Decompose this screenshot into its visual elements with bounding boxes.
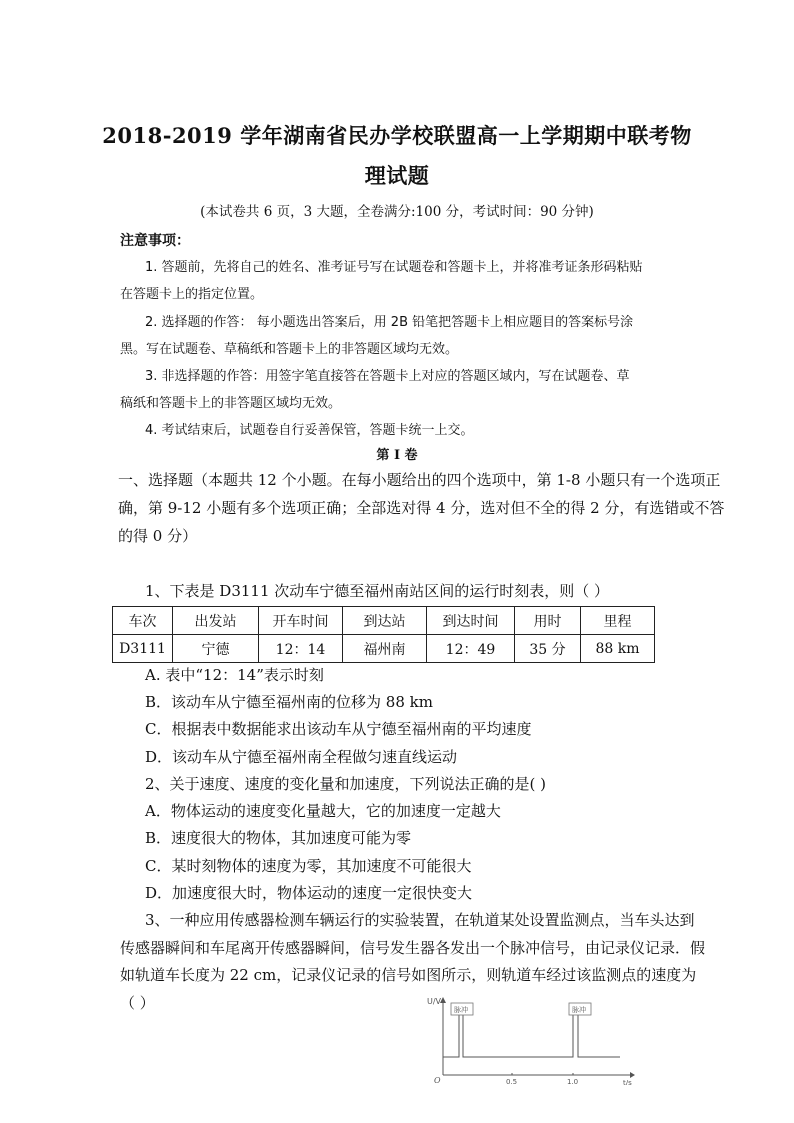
notice-line: 黑。写在试题卷、草稿纸和答题卡上的非答题区域均无效。 — [120, 342, 459, 357]
table-cell: D3111 — [113, 635, 173, 663]
notice-heading: 注意事项： — [120, 233, 190, 249]
table-cell: 宁德 — [173, 635, 259, 663]
x-tick-label: 1.0 — [567, 1078, 579, 1085]
signal-trace — [443, 1009, 620, 1057]
q3-signal-figure — [425, 995, 635, 1085]
x-tick-label: 0.5 — [506, 1078, 518, 1085]
pulse-label: 脉冲 — [454, 1006, 468, 1014]
table-header-cell: 里程 — [581, 607, 655, 635]
table-header-cell: 出发站 — [173, 607, 259, 635]
origin-label: O — [434, 1076, 441, 1085]
notice-line: 1. 答题前，先将自己的姓名、准考证号写在试题卷和答题卡上，并将准考证条形码粘贴 — [145, 260, 643, 275]
q2-option-a: A．物体运动的速度变化量越大，它的加速度一定越大 — [145, 802, 501, 820]
pulse-label: 脉冲 — [572, 1006, 586, 1014]
q3-line: 3、一种应用传感器检测车辆运行的实验装置，在轨道某处设置监测点，当车头达到 — [145, 911, 695, 929]
y-axis-label: U/V — [427, 997, 442, 1006]
paper-title-line2: 理试题 — [364, 163, 430, 188]
table-header-row — [113, 607, 655, 635]
part1-instruction-line: 确，第 9-12 小题有多个选项正确；全部选对得 4 分，选对但不全的得 2 分，有选错或不答 — [118, 499, 725, 517]
q1-option-b: B．该动车从宁德至福州南的位移为 88 km — [145, 693, 433, 711]
q2-option-b: B．速度很大的物体，其加速度可能为零 — [145, 829, 412, 847]
q1-stem: 1、下表是 D3111 次动车宁德至福州南站区间的运行时刻表，则（ ） — [145, 582, 610, 600]
notice-line: 3. 非选择题的作答：用签字笔直接答在答题卡上对应的答题区域内，写在试题卷、草 — [145, 369, 630, 384]
q2-stem: 2、关于速度、速度的变化量和加速度，下列说法正确的是( ) — [145, 775, 547, 793]
notice-line: 4. 考试结束后，试题卷自行妥善保管，答题卡统一上交。 — [145, 423, 474, 438]
part1-instruction-line: 一、选择题（本题共 12 个小题。在每小题给出的四个选项中，第 1-8 小题只有一个选项正 — [118, 471, 721, 489]
q1-timetable — [112, 606, 655, 663]
paper-title-line1: 2018-2019 学年湖南省民办学校联盟高一上学期期中联考物 — [102, 123, 692, 148]
q3-line: （ ） — [120, 994, 155, 1012]
table-cell: 35 分 — [515, 635, 581, 663]
q2-option-c: C．某时刻物体的速度为零，其加速度不可能很大 — [145, 857, 472, 875]
table-cell: 88 km — [581, 635, 655, 663]
q1-option-d: D．该动车从宁德至福州南全程做匀速直线运动 — [145, 748, 458, 766]
paper-subtitle: (本试卷共 6 页，3 大题，全卷满分:100 分，考试时间：90 分钟) — [200, 204, 594, 220]
x-axis-label: t/s — [623, 1079, 632, 1085]
table-header-cell: 到达时间 — [427, 607, 515, 635]
table-row — [113, 635, 655, 663]
notice-line: 稿纸和答题卡上的非答题区域均无效。 — [120, 396, 342, 411]
table-cell: 福州南 — [343, 635, 427, 663]
table-cell: 12：14 — [259, 635, 343, 663]
q1-option-c: C．根据表中数据能求出该动车从宁德至福州南的平均速度 — [145, 720, 532, 738]
q3-line: 传感器瞬间和车尾离开传感器瞬间，信号发生器各发出一个脉冲信号，由记录仪记录．假 — [120, 939, 706, 957]
notice-line: 2. 选择题的作答： 每小题选出答案后，用 2B 铅笔把答题卡上相应题目的答案标号涂 — [145, 315, 634, 330]
q1-option-a: A. 表中“12：14”表示时刻 — [145, 666, 324, 684]
section-heading: 第 I 卷 — [376, 448, 418, 463]
q3-line: 如轨道车长度为 22 cm，记录仪记录的信号如图所示，则轨道车经过该监测点的速度为 — [120, 966, 697, 984]
q2-option-d: D．加速度很大时，物体运动的速度一定很快变大 — [145, 884, 473, 902]
x-axis-arrow — [630, 1072, 635, 1078]
table-header-cell: 用时 — [515, 607, 581, 635]
table-cell: 12：49 — [427, 635, 515, 663]
table-header-cell: 到达站 — [343, 607, 427, 635]
part1-instruction-line: 的得 0 分） — [118, 527, 198, 545]
table-header-cell: 车次 — [113, 607, 173, 635]
table-header-cell: 开车时间 — [259, 607, 343, 635]
notice-line: 在答题卡上的指定位置。 — [120, 287, 264, 302]
